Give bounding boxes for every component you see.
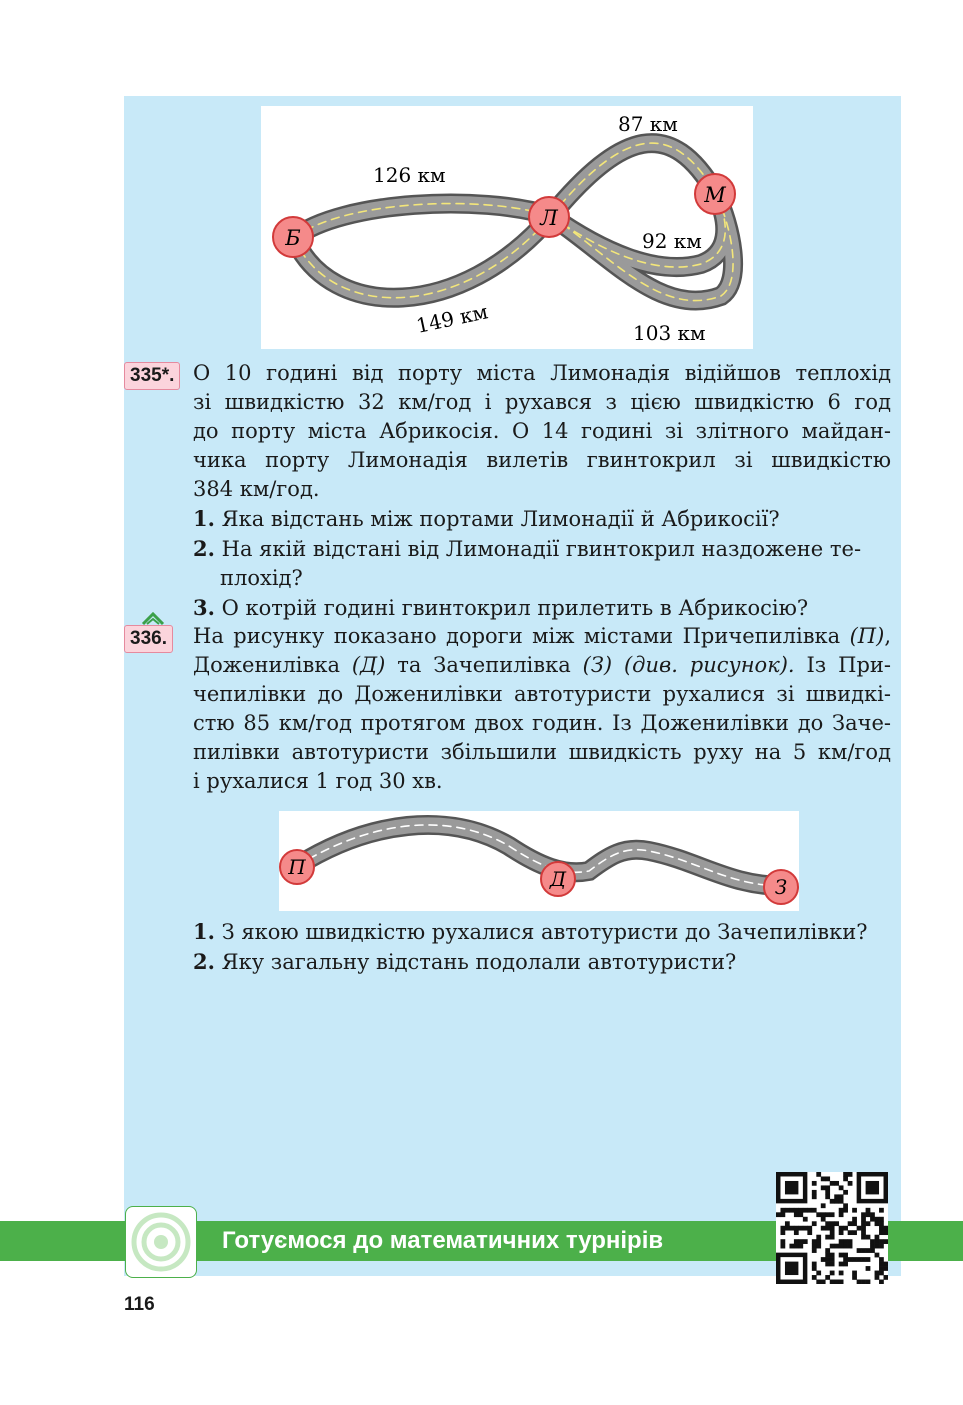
city-l-label: Л (540, 206, 558, 230)
banner-title: Готуємося до математичних турнірів (222, 1227, 664, 1254)
problem-335-text (193, 359, 891, 504)
question-item: 2. Яку загальну відстань подолали автотуристи? (193, 949, 737, 974)
problem-335-line: до порту міста Абрикосія. О 14 годині зі злітного майдан- (193, 419, 891, 443)
problem-336-line: стю 85 км/год протягом двох годин. Із Доженилівки до Заче- (193, 711, 891, 735)
distance-label-126: 126 км (373, 163, 446, 187)
city-b-label: Б (285, 226, 301, 250)
home-icon (141, 610, 165, 626)
distance-label-87: 87 км (618, 112, 678, 136)
problem-336-line: чепилівки до Доженилівки автотуристи рухалися зі швидкі- (193, 682, 891, 706)
problem-335-line: 384 км/год. (193, 477, 320, 501)
problem-336-line: і рухалися 1 год 30 хв. (193, 769, 443, 793)
problem-335-number: 335*. (124, 362, 180, 390)
city-b-marker (273, 217, 313, 257)
question-item: 2. На якій відстані від Лимонадії гвинтокрил наздожене те- плохід? (193, 536, 862, 590)
city-p-marker (280, 850, 314, 884)
question-item: 1. Яка відстань між портами Лимонадії й Абрикосії? (193, 506, 780, 531)
problem-335-line: чика порту Лимонадія вилетів гвинтокрил зі швидкістю (193, 448, 891, 472)
problem-336-number: 336. (124, 625, 173, 653)
problem-336-questions (193, 917, 891, 977)
city-z-marker (764, 870, 798, 904)
road-map-figure-2 (279, 811, 799, 911)
city-z-label: З (774, 875, 788, 899)
distance-label-103: 103 км (633, 321, 706, 345)
city-p-label: П (288, 855, 306, 879)
problem-336-line: Доженилівка (Д) та Зачепилівка (З) (див. рисунок). Із При- (193, 653, 891, 677)
city-l-marker (529, 197, 569, 237)
distance-label-92: 92 км (642, 229, 702, 253)
city-d-label: Д (549, 867, 567, 891)
problem-336-line: пилівки автотуристи збільшили швидкість руху на 5 км/год (193, 740, 891, 764)
question-item: 3. О котрій годині гвинтокрил прилетить в Абрикосію? (193, 595, 809, 620)
problem-336-line: На рисунку показано дороги між містами Причепилівка (П), (193, 624, 891, 648)
city-m-marker (695, 174, 735, 214)
problem-336-text (193, 622, 891, 796)
target-icon (125, 1206, 197, 1278)
question-item: 1. З якою швидкістю рухалися автотуристи до Зачепилівки? (193, 919, 868, 944)
qr-code[interactable] (776, 1172, 888, 1284)
problem-335-questions (193, 504, 891, 623)
city-m-label: М (704, 183, 726, 207)
city-d-marker (541, 862, 575, 896)
page-number: 116 (124, 1294, 155, 1315)
road-map-figure-1 (261, 106, 753, 349)
distance-label-149: 149 км (414, 299, 491, 338)
problem-335-line: зі швидкістю 32 км/год і рухався з цією швидкістю 6 год (193, 390, 891, 414)
problem-335-line: О 10 годині від порту міста Лимонадія відійшов теплохід (193, 361, 891, 385)
